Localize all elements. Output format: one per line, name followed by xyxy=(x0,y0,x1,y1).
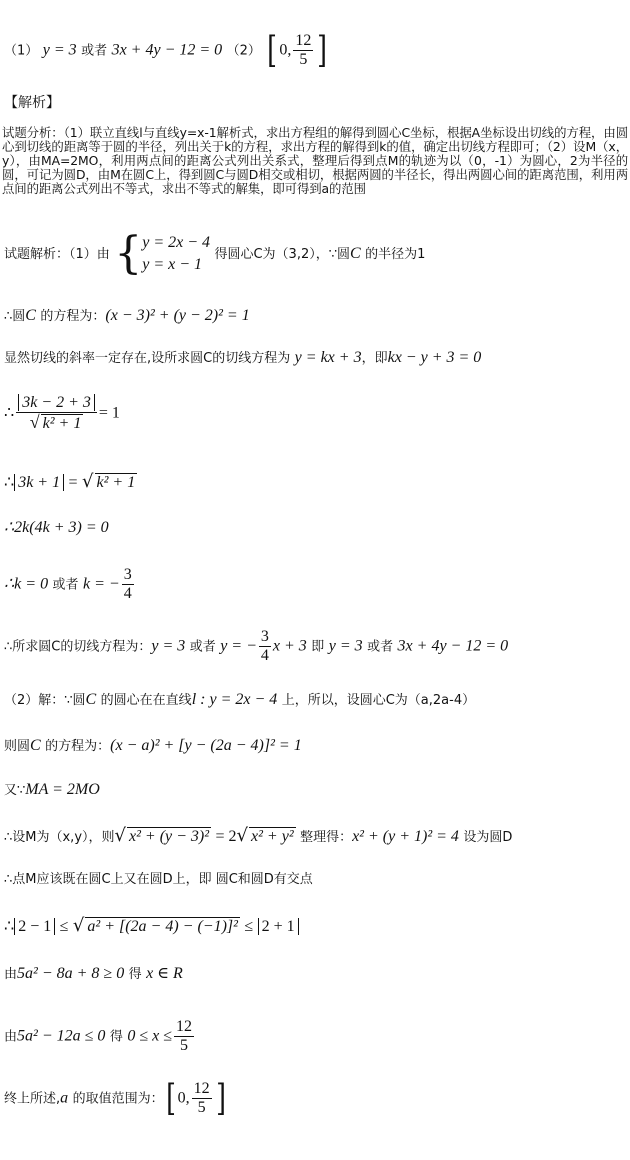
step-17: 终上所述,a 的取值范围为：[ 0, $\frac{12}{5}$ ] xyxy=(4,1077,226,1119)
step-13: ∴点M应该既在圆C上又在圆D上，即 圆C和圆D有交点 xyxy=(4,872,313,887)
answer-eq-1: y = 3 xyxy=(42,41,77,59)
step-5: ∴ 3k + 1 = √ k² + 1 xyxy=(4,471,136,492)
step-16: 由5a² − 12a ≤ 0 得 0 ≤ x ≤ $\frac{12}{5}$ xyxy=(4,1018,192,1054)
final-interval-fraction: $\frac{12}{5}$ xyxy=(193,1080,210,1116)
part-one-label: （1） xyxy=(4,43,39,59)
equation-system: y = 2x − 4 y = x − 1 xyxy=(142,234,211,273)
step-14: ∴ 2 − 1 ≤ √ a² + [(2a − 4) − (−1)]² ≤ 2 + 1 xyxy=(4,916,299,937)
step-12: ∴设M为（x,y），则√ x² + (y − 3)² = 2√ x² + y² 整理得：x² + (y + 1)² = 4 设为圆D xyxy=(4,825,513,846)
step-6: ∴2k(4k + 3) = 0 xyxy=(4,519,109,536)
step-11: 又∵MA = 2MO xyxy=(4,781,100,798)
or-text: 或者 xyxy=(81,43,108,59)
distance-fraction: $\frac{3k - 2 + 3}{\text{√ k² + 1}}$ xyxy=(16,394,97,433)
step-3: 显然切线的斜率一定存在,设所求圆C的切线方程为 y = kx + 3，即kx − y + 3 = 0 xyxy=(4,349,482,366)
interval-left: 0, xyxy=(279,41,292,59)
step-10: 则圆C 的方程为：(x − a)² + [y − (2a − 4)]² = 1 xyxy=(4,737,302,754)
part-two-label: （2） xyxy=(226,43,261,59)
step-2: ∴圆C 的方程为：(x − 3)² + (y − 2)² = 1 xyxy=(4,307,250,324)
answer-eq-2: 3x + 4y − 12 = 0 xyxy=(111,41,223,59)
step-4: ∴ $\frac{3k - 2 + 3}{\text{√ k² + 1}}$ = 1 xyxy=(4,394,120,432)
step-9: （2）解：∵圆C 的圆心在在直线l : y = 2x − 4 上，所以，设圆心C为（a,2a-4） xyxy=(4,691,476,708)
step-1: 试题解析：（1）由 { y = 2x − 4 y = x − 1 得圆心C为（3,2），∵圆C 的半径为1 xyxy=(4,228,426,279)
step-7: ∴k = 0 或者 k = − $\frac{3}{4}$ xyxy=(4,566,132,602)
answer-line: （1） y = 3 或者 3x + 4y − 12 = 0 （2） [ 0, $\frac{12}{5}$ ] xyxy=(4,29,328,71)
step-8: ∴所求圆C的切线方程为：y = 3 或者 y = − $\frac{3}{4}$ x + 3 即 y = 3 或者 3x + 4y − 12 = 0 xyxy=(4,628,509,664)
analysis-header: 【解析】 xyxy=(4,95,60,111)
circle-c-equation: (x − 3)² + (y − 2)² = 1 xyxy=(105,307,250,324)
interval-fraction: $\frac{12}{5}$ xyxy=(295,32,312,68)
step-15: 由5a² − 8a + 8 ≥ 0 得 x ∈ R xyxy=(4,965,183,982)
analysis-paragraph: 试题分析：（1）联立直线l与直线y=x-1解析式，求出方程组的解得到圆心C坐标，根据A坐标设出切线的方程，由圆心到切线的距离等于圆的半径，列出关于k的方程，求出方程的解得到k的值，确定出切线方程即可；（2）设M（x，y），由MA=2MO，利用两点间的距离公式列出关系式，整理后得到点M的轨迹为以（0，-1）为圆心，2为半径的圆，可记为圆D，由M在圆C上，得到圆C与圆D相交或相切，根据两圆的半径长，得出两圆心间的距离范围，利用两点间的距离公式列出不等式，求出不等式的解集，即可得到a的范围 xyxy=(2,125,628,196)
